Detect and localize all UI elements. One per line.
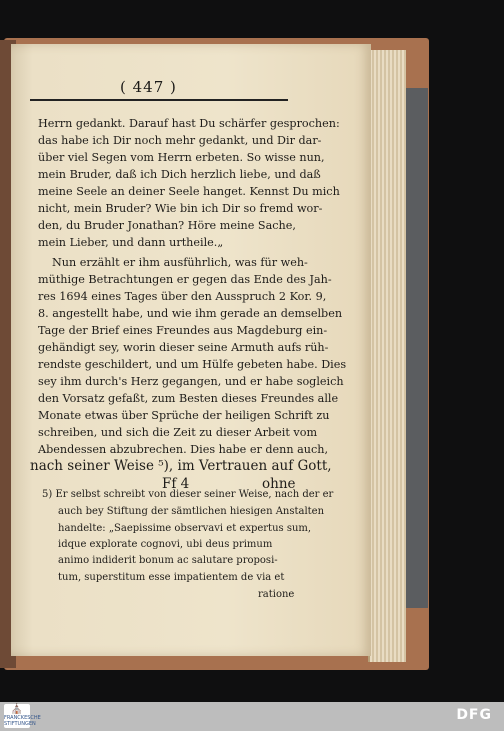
body-line: den, du Bruder Jonathan? Höre meine Sache,	[38, 219, 296, 232]
page-number: ( 447 )	[120, 78, 177, 96]
body-line: mein Lieber, und dann urtheile.„	[38, 236, 224, 249]
body-line: Tage der Brief eines Freundes aus Magdeburg ein-	[38, 324, 328, 337]
dfg-logo[interactable]: DFG	[456, 707, 492, 723]
body-line: das habe ich Dir noch mehr gedankt, und Dir dar-	[38, 134, 322, 147]
institution-logo[interactable]	[4, 704, 41, 728]
body-line: nach seiner Weise ⁵), im Vertrauen auf Gott,	[30, 458, 332, 474]
body-line: Monate etwas über Sprüche der heiligen Schrift zu	[38, 409, 330, 422]
body-line: müthige Betrachtungen er gegen das Ende des Jah-	[38, 273, 332, 286]
body-line: mein Bruder, daß ich Dich herzlich liebe, und daß	[38, 168, 321, 181]
footnote-line: 5) Er selbst schreibt von dieser seiner Weise, nach der er	[42, 489, 334, 500]
body-line: nicht, mein Bruder? Wie bin ich Dir so fremd wor-	[38, 202, 323, 215]
footnote-line: idque explorate cognovi, ubi deus primum	[58, 539, 273, 550]
body-line: Abendessen abzubrechen. Dies habe er denn auch,	[38, 443, 329, 456]
header-rule	[30, 99, 288, 101]
page-stack-edge	[368, 50, 406, 662]
footnote-line: auch bey Stiftung der sämtlichen hiesigen Anstalten	[58, 506, 325, 517]
body-line: 8. angestellt habe, und wie ihm gerade an demselben	[38, 307, 343, 320]
logo-icon: ⛪	[10, 704, 24, 715]
body-line: schreiben, und sich die Zeit zu dieser Arbeit vom	[38, 426, 318, 439]
body-line: rendste geschildert, und um Hülfe gebeten habe. Dies	[38, 358, 347, 371]
logo-text: FRANCKESCHE STIFTUNGEN	[4, 715, 41, 727]
catchword: ohne	[262, 476, 296, 492]
footnote-line: tum, superstitum esse impatientem de via et	[58, 572, 285, 583]
footnote-line: handelte: „Saepissime observavi et expertus sum,	[58, 523, 312, 534]
body-line: Herrn gedankt. Darauf hast Du schärfer gesprochen:	[38, 117, 340, 130]
body-line: sey ihm durch's Herz gegangen, und er habe sogleich	[38, 375, 344, 388]
viewer-footer-bar	[0, 702, 504, 731]
color-reference-strip	[404, 88, 428, 608]
footnote-line: animo indiderit bonum ac salutare proposi-	[58, 555, 278, 566]
body-line: res 1694 eines Tages über den Ausspruch 2 Kor. 9,	[38, 290, 327, 303]
body-line: gehändigt sey, worin dieser seine Armuth aufs rüh-	[38, 341, 329, 354]
body-line: meine Seele an deiner Seele hanget. Kennst Du mich	[38, 185, 340, 198]
body-line: Nun erzählt er ihm ausführlich, was für weh-	[52, 256, 308, 269]
signature-mark: Ff 4	[162, 476, 190, 492]
body-line: über viel Segen vom Herrn erbeten. So wisse nun,	[38, 151, 325, 164]
footnote-line: ratione	[258, 589, 295, 600]
body-line: den Vorsatz gefaßt, zum Besten dieses Freundes alle	[38, 392, 339, 405]
